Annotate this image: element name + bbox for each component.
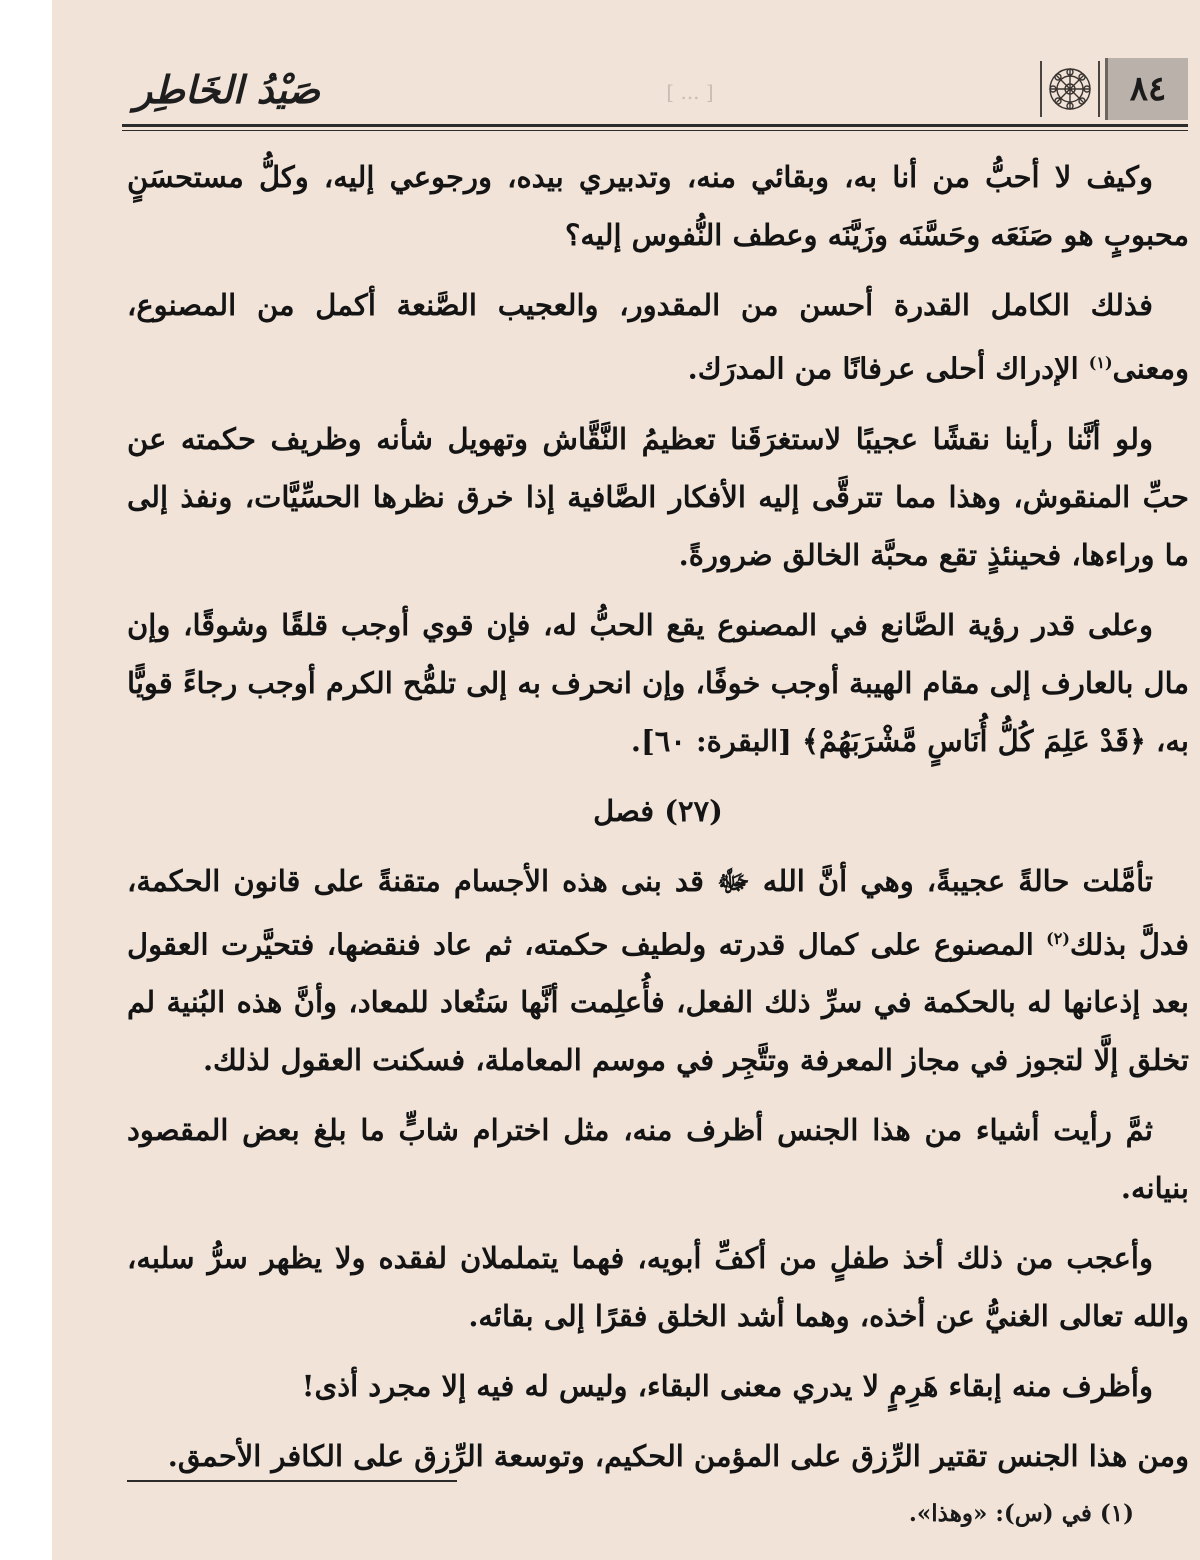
paragraph: وأظرف منه إبقاء هَرِمٍ لا يدري معنى البقاء، وليس له فيه إلا مجرد أذى! <box>301 1369 1153 1404</box>
main-text <box>127 148 1189 1497</box>
footnote: (١) في (س): «وهذا». <box>908 1500 1134 1527</box>
paragraph-text: المصنوع على كمال قدرته ولطيف حكمته، ثم عاد فنقضها، فتحيَّرت العقول بعد إذعانها له بالحكمة في سرِّ ذلك الفعل، فأُعلِمت أنَّها سَتُعاد للمعاد، وأنَّ هذه البُنية لم تخلق إلَّا لتجوز في مجاز المعرفة وتتَّجِر في موسم المعاملة، فسكنت العقول لذلك. <box>127 927 1189 1078</box>
paragraph: وعلى قدر رؤية الصَّانع في المصنوع يقع الحبُّ له، فإن قوي أوجب قلقًا وشوقًا، وإن مال بالعارف إلى مقام الهيبة أوجب خوفًا، وإن انحرف به إلى تلمُّح الكرم أوجب رجاءً قويًّا به، ﴿قَدْ عَلِمَ كُلُّ أُنَاسٍ مَّشْرَبَهُمْ﴾ [البقرة: ٦٠]. <box>127 607 1189 758</box>
paragraph-text: تأمَّلت حالةً عجيبةً، وهي أنَّ الله ﷻ قد بنى هذه الأجسام متقنةً على قانون الحكمة، فدلَّ بذلك <box>127 863 1189 962</box>
footnote-separator <box>127 1480 457 1482</box>
paragraph-text: فذلك الكامل القدرة أحسن من المقدور، والعجيب الصَّنعة أكمل من المصنوع، ومعنى <box>127 288 1189 386</box>
paragraph <box>127 852 1189 1090</box>
rosette-ornament-icon <box>1040 61 1100 117</box>
page-number: ٨٤ <box>1129 69 1167 109</box>
book-title: صَيْدُ الخَاطِر <box>133 66 321 112</box>
book-page <box>52 0 1200 1560</box>
page-header <box>122 58 1188 128</box>
paragraph-text: الإدراك أحلى عرفانًا من المدرَك. <box>687 351 1089 386</box>
paragraph: وكيف لا أحبُّ من أنا به، وبقائي منه، وتدبيري بيده، ورجوعي إليه، وكلُّ مستحسَنٍ محبوبٍ هو صَنَعَه وحَسَّنَه وزَيَّنَه وعطف النُّفوس إليه؟ <box>127 160 1189 252</box>
page-number-box <box>1105 58 1188 120</box>
footnote-ref: (٢) <box>1046 928 1070 948</box>
paragraph <box>127 276 1189 398</box>
bleed-through-text: [ ... ] <box>666 80 714 104</box>
paragraph: ومن هذا الجنس تقتير الرِّزق على المؤمن الحكيم، وتوسعة الرِّزق على الكافر الأحمق. <box>167 1439 1189 1474</box>
paragraph: وأعجب من ذلك أخذ طفلٍ من أكفِّ أبويه، فهما يتململان لفقده ولا يظهر سرُّ سلبه، والله تعالى الغنيُّ عن أخذه، وهما أشد الخلق فقرًا إلى بقائه. <box>127 1241 1189 1334</box>
paragraph: ولو أنَّنا رأينا نقشًا عجيبًا لاستغرَقَنا تعظيمُ النَّقَّاش وتهويل شأنه وظريف حكمته عن حبِّ المنقوش، وهذا مما تترقَّى إليه الأفكار الصَّافية إذا خرق نظرها الحسِّيَّات، ونفذ إلى ما وراءها، فحينئذٍ تقع محبَّة الخالق ضرورةً. <box>127 421 1189 572</box>
paragraph: ثمَّ رأيت أشياء من هذا الجنس أظرف منه، مثل اخترام شابٍّ ما بلغ بعض المقصود بنيانه. <box>127 1113 1189 1206</box>
section-heading: (٢٧) فصل <box>593 793 723 828</box>
header-rule <box>122 124 1188 127</box>
header-rule-thin <box>122 130 1188 131</box>
footnote-ref: (١) <box>1088 353 1113 372</box>
